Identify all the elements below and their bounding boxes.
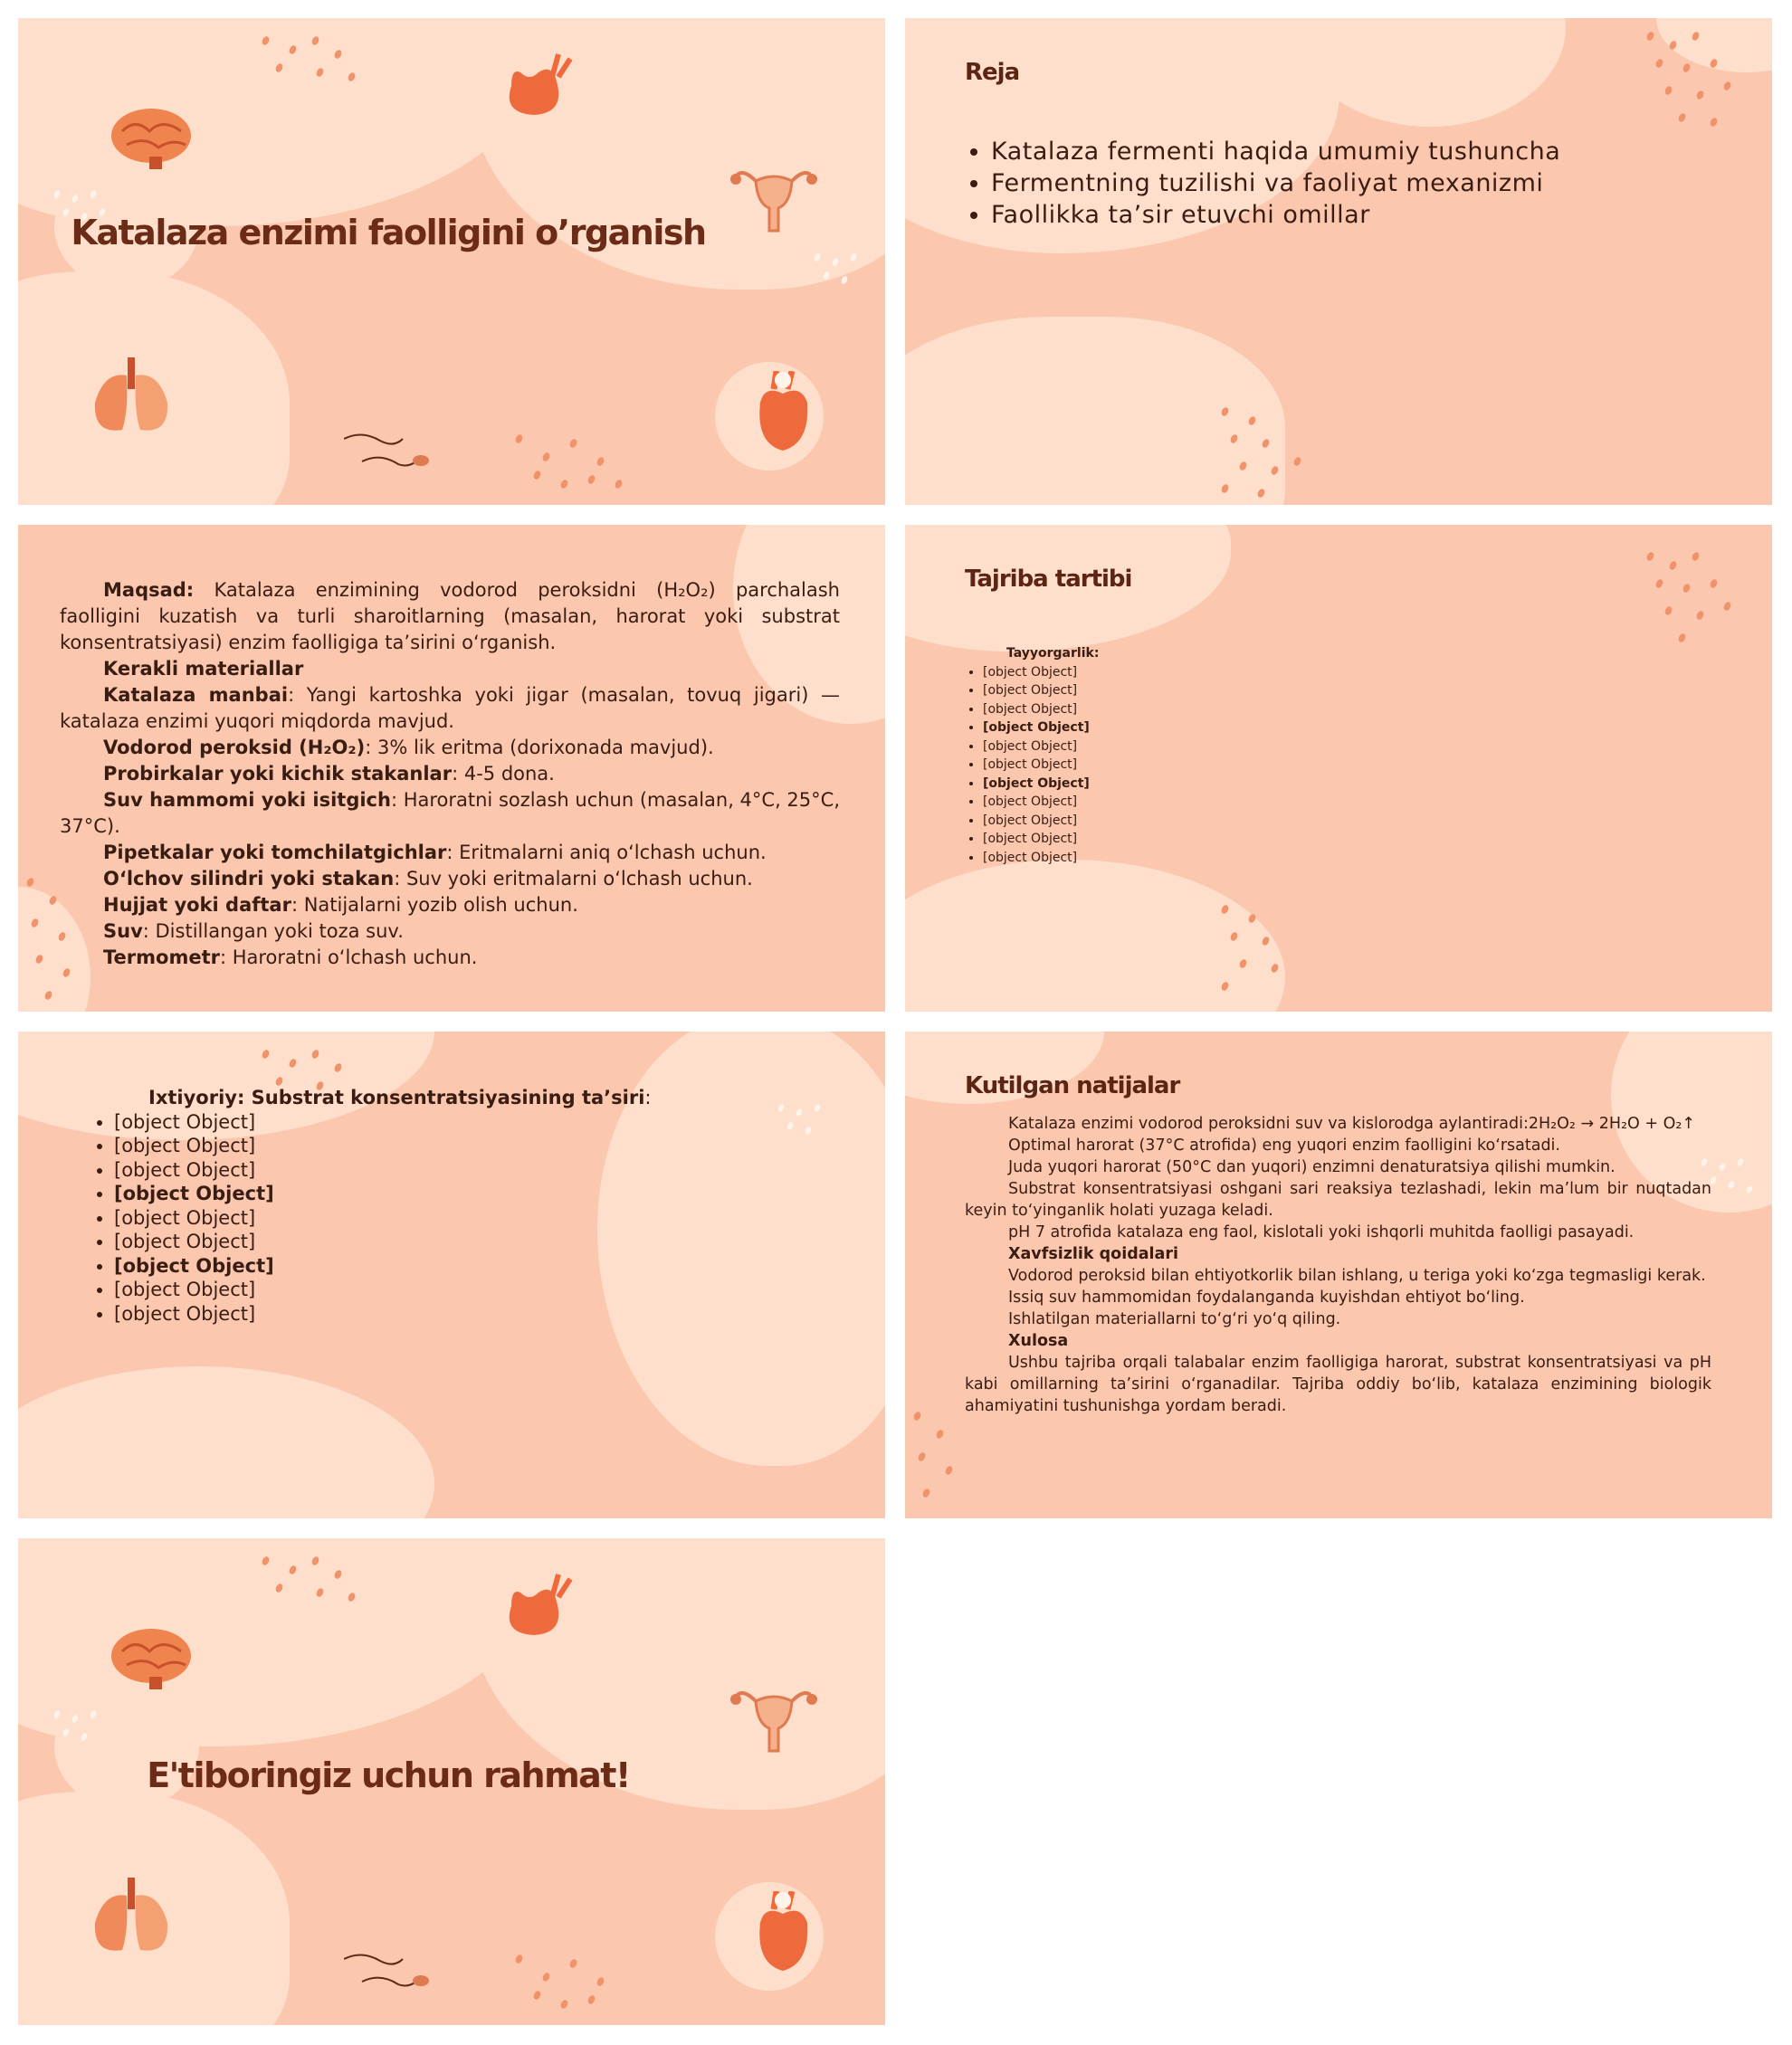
procedure-item: • [object Object]	[983, 812, 1716, 831]
heart-icon	[751, 1891, 815, 1973]
slide-optional	[18, 1032, 885, 1518]
safety-paragraph: Ishlatilgan materiallarni to‘g‘ri yo‘q qiling.	[1008, 1310, 1341, 1328]
uterus-icon	[729, 1674, 819, 1755]
procedure-item: • [object Object]	[983, 830, 1716, 849]
procedure-item: • [object Object]	[983, 756, 1716, 775]
optional-item: • [object Object]	[114, 1230, 820, 1254]
goal-text: Katalaza enzimining vodorod peroksidni (H₂O₂) parchalash faolligini kuzatish va turli sharoitlarning (masalan, harorat yoki substrat konsentratsiyasi) enzim faolligiga ta’sirini o‘rganish.	[60, 579, 840, 653]
result-paragraph: Katalaza enzimi vodorod peroksidni suv va kislorodga aylantiradi:2H₂O₂ → 2H₂O + O₂↑	[1008, 1115, 1696, 1133]
procedure-heading: Tajriba tartibi	[965, 566, 1132, 593]
procedure-item: • [object Object]	[983, 849, 1716, 868]
procedure-item: • [object Object]	[983, 775, 1716, 794]
optional-item: • [object Object]	[114, 1158, 820, 1183]
procedure-body	[965, 644, 1716, 867]
optional-item: • [object Object]	[114, 1254, 820, 1279]
slide-procedure	[905, 525, 1772, 1012]
material-item: Suv hammomi yoki isitgich: Haroratni sozlash uchun (masalan, 4°C, 25°C, 37°C).	[60, 789, 840, 837]
material-item: Hujjat yoki daftar: Natijalarni yozib olish uchun.	[103, 894, 578, 916]
procedure-list	[965, 663, 1716, 868]
conclusion-paragraph: Ushbu tajriba orqali talabalar enzim faolligiga harorat, substrat konsentratsiyasi va pH kabi omillarning ta’sirini o‘rganadilar. Tajriba oddiy bo‘lib, katalaza enzimining biologik ahamiyatini tushunishga yordam beradi.	[965, 1354, 1711, 1415]
procedure-item: • [object Object]	[983, 737, 1716, 756]
result-paragraph: pH 7 atrofida katalaza eng faol, kislotali yoki ishqorli muhitda faolligi pasayadi.	[1008, 1223, 1635, 1241]
slide-title	[18, 18, 885, 505]
sperm-icon	[344, 1950, 430, 1995]
slide-thanks	[18, 1538, 885, 2025]
optional-body	[60, 1086, 838, 1326]
slide-results	[905, 1032, 1772, 1518]
material-item: Vodorod peroksid (H₂O₂): 3% lik eritma (dorixonada mavjud).	[103, 737, 714, 758]
optional-list	[60, 1110, 820, 1327]
procedure-item: • [object Object]	[983, 663, 1716, 682]
procedure-item: • [object Object]	[983, 681, 1716, 700]
safety-paragraph: Vodorod peroksid bilan ehtiyotkorlik bilan ishlang, u teriga yoki ko‘zga tegmasligi kerak.	[1008, 1267, 1706, 1285]
safety-heading: Xavfsizlik qoidalari	[1008, 1245, 1178, 1263]
brain-icon	[109, 1624, 195, 1692]
brain-icon	[109, 104, 195, 172]
thanks-title: E'tiboringiz uchun rahmat!	[147, 1755, 630, 1795]
optional-item: • [object Object]	[114, 1278, 820, 1302]
plan-item: • Faollikka ta’sir etuvchi omillar	[991, 199, 1560, 231]
procedure-item: • [object Object]	[983, 793, 1716, 812]
stomach-icon	[493, 50, 575, 122]
prep-label: Tayyorgarlik:	[1006, 646, 1100, 661]
procedure-item: • [object Object]	[983, 718, 1716, 737]
lungs-icon	[86, 357, 176, 439]
conclusion-heading: Xulosa	[1008, 1332, 1069, 1350]
result-paragraph: Optimal harorat (37°C atrofida) eng yuqori enzim faolligini ko‘rsatadi.	[1008, 1137, 1560, 1155]
lungs-icon	[86, 1878, 176, 1959]
goal-paragraph	[60, 577, 840, 656]
plan-item: • Katalaza fermenti haqida umumiy tushuncha	[991, 136, 1560, 167]
plan-heading: Reja	[965, 59, 1020, 86]
results-heading: Kutilgan natijalar	[965, 1072, 1180, 1099]
optional-item: • [object Object]	[114, 1110, 820, 1135]
material-item: Pipetkalar yoki tomchilatgichlar: Eritmalarni aniq o‘lchash uchun.	[103, 842, 767, 863]
optional-item: • [object Object]	[114, 1206, 820, 1231]
procedure-item: • [object Object]	[983, 700, 1716, 719]
optional-item: • [object Object]	[114, 1182, 820, 1206]
material-item: O‘lchov silindri yoki stakan: Suv yoki eritmalarni o‘lchash uchun.	[103, 868, 753, 889]
material-item: Suv: Distillangan yoki toza suv.	[103, 920, 404, 942]
stomach-icon	[493, 1570, 575, 1642]
heart-icon	[751, 371, 815, 452]
optional-item: • [object Object]	[114, 1134, 820, 1158]
optional-intro: Ixtiyoriy: Substrat konsentratsiyasining ta’siri:	[148, 1087, 652, 1108]
slide-materials	[18, 525, 885, 1012]
result-paragraph: Juda yuqori harorat (50°C dan yuqori) enzimni denaturatsiya qilishi mumkin.	[1008, 1158, 1616, 1176]
safety-paragraph: Issiq suv hammomidan foydalanganda kuyishdan ehtiyot bo‘ling.	[1008, 1289, 1525, 1307]
materials-heading: Kerakli materiallar	[103, 658, 304, 680]
result-paragraph: Substrat konsentratsiyasi oshgani sari reaksiya tezlashadi, lekin ma’lum bir nuqtadan keyin to‘yinganlik holati yuzaga keladi.	[965, 1180, 1711, 1220]
plan-item: • Fermentning tuzilishi va faoliyat mexanizmi	[991, 167, 1560, 199]
goal-label: Maqsad:	[103, 579, 195, 601]
slide-title-text: Katalaza enzimi faolligini o’rganish	[71, 213, 706, 252]
slide-plan	[905, 18, 1772, 505]
materials-body	[60, 577, 840, 971]
material-item: Probirkalar yoki kichik stakanlar: 4-5 dona.	[103, 763, 555, 785]
material-item: Katalaza manbai: Yangi kartoshka yoki jigar (masalan, tovuq jigari) — katalaza enzimi yuqori miqdorda mavjud.	[60, 684, 840, 732]
sperm-icon	[344, 430, 430, 475]
optional-item: • [object Object]	[114, 1302, 820, 1327]
plan-list	[971, 136, 1560, 231]
material-item: Termometr: Haroratni o‘lchash uchun.	[103, 946, 478, 968]
results-body	[965, 1113, 1711, 1417]
